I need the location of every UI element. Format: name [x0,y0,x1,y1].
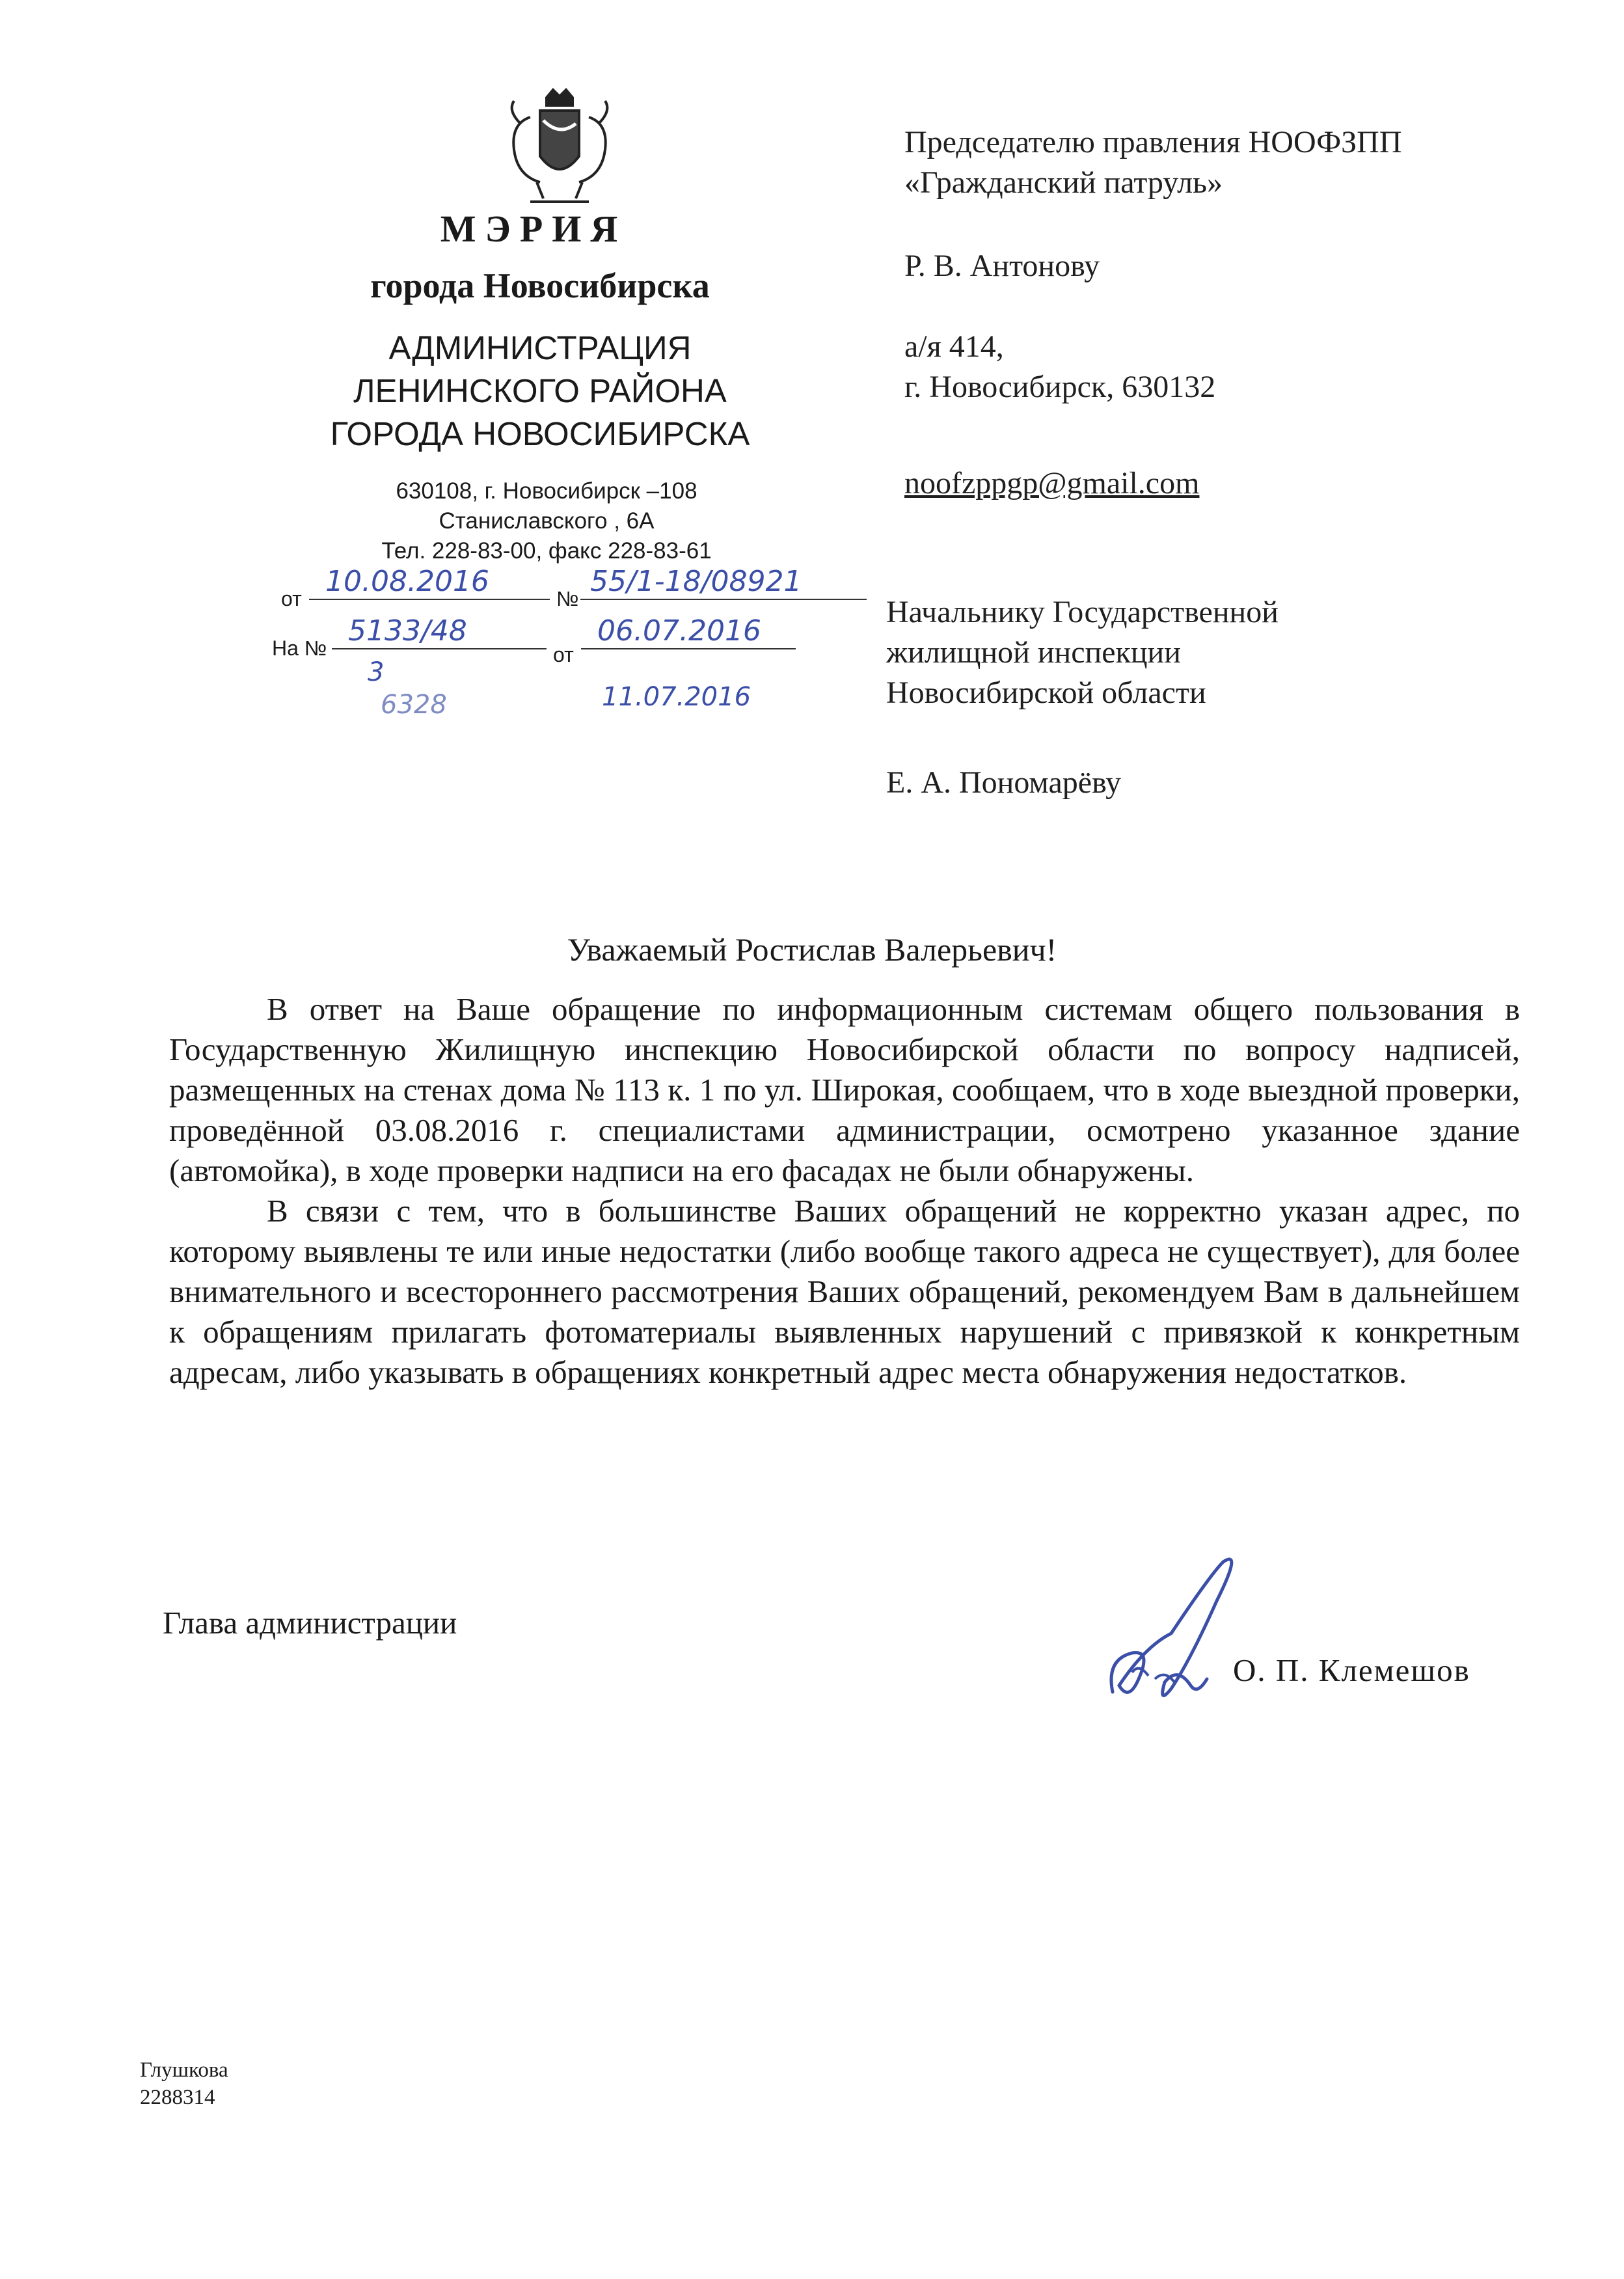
administration-line: ГОРОДА НОВОСИБИРСКА [330,415,750,452]
reply-date-field [581,614,796,649]
salutation: Уважаемый Ростислав Валерьевич! [567,931,1057,968]
body-paragraph: В связи с тем, что в большинстве Ваших обращений не корректно указан адрес, по которому выявлены те или иные недостатки (либо вообще такого адреса не существует), для более внимательного и всестороннего рассмотрения Ваших обращений, рекомендуем Вам в дальнейшем к обращениям прилагать фотоматериалы выявленных нарушений с привязкой к конкретным адресам, либо указывать в обращениях конкретный адрес места обнаружения недостатков. [169,1193,1520,1390]
extra-date: 11.07.2016 [602,682,751,712]
signer-name: О. П. Клемешов [1233,1652,1470,1688]
recipient-1-email[interactable]: noofzppgp@gmail.com [904,466,1200,500]
executor-name: Глушкова [140,2058,228,2082]
executor-phone: 2288314 [140,2086,215,2109]
reply-number-field [332,614,547,649]
recipient-2-name: Е. А. Пономарёву [886,765,1122,800]
number-field [580,565,867,600]
org-city-title: города Новосибирска [370,266,710,305]
recipient-2-title [886,592,1279,713]
recipient-1-title [904,122,1402,203]
recipient-line: «Гражданский патруль» [904,165,1223,200]
reply-number-handwritten: 5133/48 [348,614,467,648]
executor-info [140,2056,228,2111]
number-handwritten: 55/1-18/08921 [590,565,802,598]
recipient-address-line: а/я 414, [904,329,1004,364]
recipient-line: Начальнику Государственной [886,595,1279,629]
from-label: от [281,587,302,610]
body-paragraph: В ответ на Ваше обращение по информационным системам общего пользования в Государственную Жилищную инспекцию Новосибирской области по вопросу надписей, размещенных на стенах дома № 113 к. 1 по ул. Широкая, сообщаем, что в ходе выездной проверки, проведённой 03.08.2016 г. специалистами администрации, осмотрено указанное здание (автомойка), в ходе проверки надписи на его фасадах не были обнаружены. [169,991,1520,1188]
recipient-line: Председателю правления НООФЗПП [904,125,1402,159]
from-date-handwritten: 10.08.2016 [325,565,489,598]
administration-name [260,327,820,456]
recipient-1-name: Р. В. Антонову [904,249,1100,283]
number-label: № [556,587,579,610]
recipient-1-address [904,327,1215,407]
recipient-address-line: г. Новосибирск, 630132 [904,370,1216,404]
reply-date-handwritten: 06.07.2016 [597,614,761,648]
recipient-line: Новосибирской области [886,676,1206,710]
reply-date-label: от [553,643,574,666]
letter-body [169,989,1520,1393]
org-mayor-title: МЭРИЯ [440,208,627,250]
recipient-line: жилищной инспекции [886,635,1181,670]
extra-number-1: 3 [368,657,385,687]
coat-of-arms-icon [491,85,628,208]
administration-line: АДМИНИСТРАЦИЯ [388,329,692,366]
from-date-field [309,565,550,600]
extra-number-2: 6328 [381,690,447,720]
handwritten-signature-icon [1093,1549,1262,1718]
signer-position: Глава администрации [163,1605,457,1641]
reply-label: На № [272,636,327,660]
address-line: Тел. 228-83-00, факс 228-83-61 [381,538,712,564]
organization-address [286,476,807,566]
address-line: Станиславского , 6А [439,508,655,534]
address-line: 630108, г. Новосибирск –108 [396,478,697,504]
administration-line: ЛЕНИНСКОГО РАЙОНА [353,372,727,409]
